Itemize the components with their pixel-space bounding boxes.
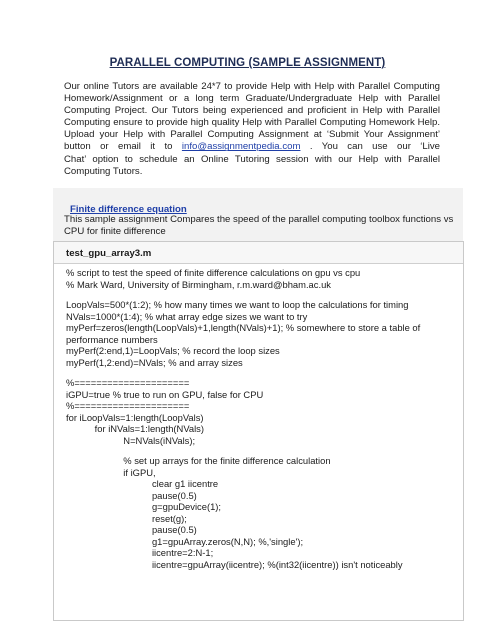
code-line: iicentre=gpuArray(iicentre); %(int32(iicentre)) isn't noticeably (66, 558, 403, 570)
code-filename: test_gpu_array3.m (54, 242, 463, 264)
intro-line: Our online Tutors are available 24*7 to provide Help with Help with Parallel Computing (64, 81, 440, 92)
code-line: reset(g); (66, 512, 187, 524)
code-line: g1=gpuArray.zeros(N,N); %,'single'); (66, 535, 304, 547)
intro-line: Upload your Help with Parallel Computing Assignment at ‘Submit Your Assignment’ (64, 129, 440, 141)
section-heading: Finite difference equation (70, 204, 187, 215)
email-link[interactable]: info@assignmentpedia.com (181, 141, 301, 153)
code-line: N=NVals(iNVals); (66, 434, 196, 446)
page-title: PARALLEL COMPUTING (SAMPLE ASSIGNMENT) (109, 57, 386, 69)
intro-line: Computing ensure to provide high quality Help with Parallel Computing Homework Help. (64, 117, 440, 129)
code-line: % set up arrays for the finite difference calculation (66, 455, 331, 466)
code-line: LoopVals=500*(1:2); % how many times we want to loop the calculations for timing (66, 299, 409, 310)
code-line: %===================== (66, 377, 190, 388)
intro-email-suffix: . You can use our ‘Live (309, 141, 441, 153)
code-body (54, 264, 463, 570)
code-line: clear g1 iicentre (66, 478, 219, 489)
code-line: g=gpuDevice(1); (66, 501, 222, 512)
code-line (66, 446, 463, 455)
code-line (66, 290, 463, 299)
code-line: pause(0.5) (66, 524, 197, 535)
code-line: if iGPU, (66, 466, 156, 478)
code-line: iicentre=2:N-1; (66, 547, 214, 558)
code-line: % Mark Ward, University of Birmingham, r.m.ward@bham.ac.uk (66, 278, 331, 290)
code-line: for iNVals=1:length(NVals) (66, 423, 204, 434)
intro-line: Chat’ option to schedule an Online Tutoring session with our Help with Parallel (64, 153, 440, 165)
intro-email-prefix: button or email it to (64, 141, 173, 153)
code-listing (53, 241, 464, 621)
intro-email-line (64, 141, 440, 153)
intro-paragraph (64, 81, 440, 178)
code-line: pause(0.5) (66, 489, 197, 501)
code-line: NVals=1000*(1:4); % what array edge sizes we want to try (66, 310, 308, 322)
intro-line: Computing Project. Our Tutors being experienced and proficient in Help with Parallel (64, 105, 440, 117)
section-description: This sample assignment Compares the speed of the parallel computing toolbox functions vs CPU for finite difference (64, 214, 454, 237)
intro-line: Computing Tutors. (64, 165, 143, 177)
code-line: %===================== (66, 400, 190, 411)
code-line: performance numbers (66, 333, 158, 345)
code-line: myPerf(2:end,1)=LoopVals; % record the loop sizes (66, 345, 280, 356)
code-line: for iLoopVals=1:length(LoopVals) (66, 411, 204, 423)
code-line: % script to test the speed of finite difference calculations on gpu vs cpu (66, 267, 361, 278)
code-line: myPerf=zeros(length(LoopVals)+1,length(NVals)+1); % somewhere to store a table of (66, 322, 421, 333)
code-line (66, 368, 463, 377)
intro-line: Homework/Assignment or a long term Graduate/Undergraduate Help with Parallel (64, 93, 440, 105)
code-line: iGPU=true % true to run on GPU, false for CPU (66, 388, 264, 400)
code-line: myPerf(1,2:end)=NVals; % and array sizes (66, 356, 243, 368)
